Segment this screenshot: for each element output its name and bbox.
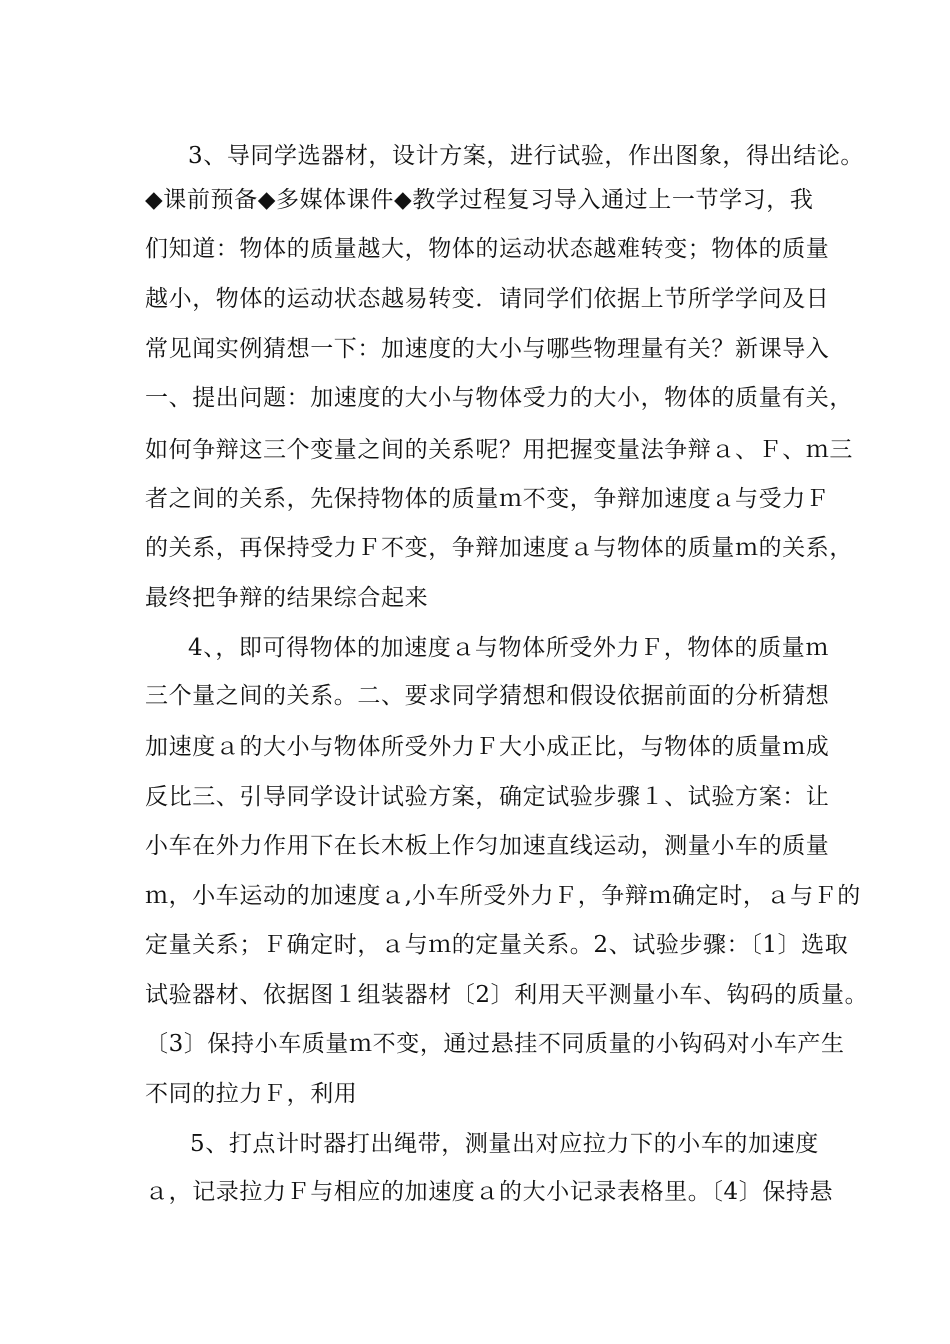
paragraph-line: 的关系，再保持受力Ｆ不变，争辩加速度ａ与物体的质量ｍ的关系， — [145, 535, 853, 561]
paragraph-line: ａ，记录拉力Ｆ与相应的加速度ａ的大小记录表格里。〔4〕保持悬 — [145, 1179, 834, 1205]
paragraph-line: ◆课前预备◆多媒体课件◆教学过程复习导入通过上一节学习，我 — [145, 187, 814, 213]
paragraph-line: 者之间的关系，先保持物体的质量ｍ不变，争辩加速度ａ与受力Ｆ — [145, 486, 830, 512]
paragraph-line: 如何争辩这三个变量之间的关系呢？用把握变量法争辩ａ、Ｆ、ｍ三 — [145, 437, 853, 463]
paragraph-line: 们知道：物体的质量越大，物体的运动状态越难转变；物体的质量 — [145, 236, 830, 262]
paragraph-line: 三个量之间的关系。二、要求同学猜想和假设依据前面的分析猜想 — [145, 683, 830, 709]
paragraph-line: 越小，物体的运动状态越易转变．请同学们依据上节所学学问及日 — [145, 286, 830, 312]
paragraph-line: ｍ，小车运动的加速度ａ,小车所受外力Ｆ，争辩ｍ确定时，ａ与Ｆ的 — [145, 883, 861, 909]
paragraph-line: 加速度ａ的大小与物体所受外力Ｆ大小成正比，与物体的质量ｍ成 — [145, 734, 830, 760]
paragraph-line: 定量关系；Ｆ确定时，ａ与ｍ的定量关系。2、试验步骤：〔1〕选取 — [145, 932, 849, 958]
paragraph-line: 3、导同学选器材，设计方案，进行试验，作出图象，得出结论。 — [188, 143, 865, 169]
paragraph-line: 反比三、引导同学设计试验方案，确定试验步骤１、试验方案：让 — [145, 784, 830, 810]
paragraph-line: 试验器材、依据图１组装器材〔2〕利用天平测量小车、钩码的质量。 — [145, 982, 869, 1008]
paragraph-line: 一、提出问题：加速度的大小与物体受力的大小，物体的质量有关， — [145, 385, 853, 411]
paragraph-line: 小车在外力作用下在长木板上作匀加速直线运动，测量小车的质量 — [145, 833, 830, 859]
paragraph-line: 〔3〕保持小车质量ｍ不变，通过悬挂不同质量的小钩码对小车产生 — [145, 1031, 845, 1057]
paragraph-line: 最终把争辩的结果综合起来 — [145, 585, 429, 611]
paragraph-line: 4、，即可得物体的加速度ａ与物体所受外力Ｆ，物体的质量ｍ — [188, 635, 829, 661]
paragraph-line: 不同的拉力Ｆ，利用 — [145, 1081, 358, 1107]
paragraph-line: 常见闻实例猜想一下：加速度的大小与哪些物理量有关？新课导入 — [145, 336, 830, 362]
paragraph-line: 5、打点计时器打出绳带，测量出对应拉力下的小车的加速度 — [190, 1131, 819, 1157]
